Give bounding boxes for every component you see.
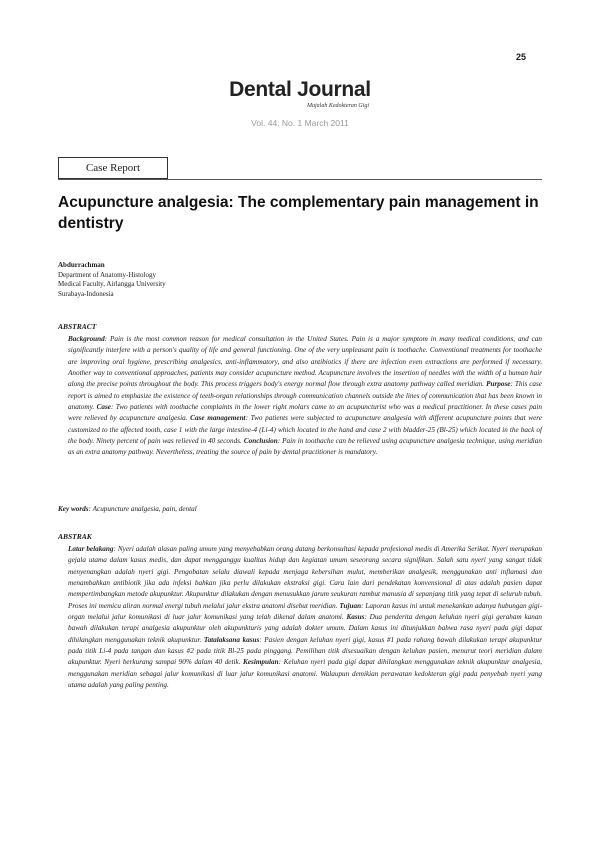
- abstract-background-text: : Pain is the most common reason for medical consultation in the United States. Pain is a major symptom in many medical conditions, and can significantly interfere with a person's quality of life and general functioning. One of the very unpleasant pain is toothache. Conventional treatments for toothache are improving oral hygiene, prescribing analgesics, anti-inflammatory, and also antibiotics if there are infection even extractions are performed if necessary. Another way to conventional approaches, patients may consider acupuncture method. Acupuncture involves the insertion of needles with the width of a human hair along the precise points throughout the body. This process triggers body's energy normal flow through extra anatomy pathway called meridian.: [68, 335, 542, 389]
- abstract-conclusion-label: Conclusion: [243, 437, 278, 446]
- abstract-management-label: Case management: [190, 414, 246, 423]
- page-number: 25: [515, 52, 526, 62]
- abstrak-tujuan-text: : Laporan kasus ini untuk menekankan adanya hubungan gigi-organ melalui jalur komunikasi di luar jalur komunikasi yang telah dikenal dalam anatomi.: [68, 601, 543, 622]
- journal-title: Dental Journal: [229, 78, 371, 101]
- abstract-case-label: Case: [96, 403, 111, 412]
- abstract-purpose-text: : This case report is aimed to emphasize the existence of teeth-organ relationships through communication channels outside the lines of communication that has been known in anatomy.: [68, 380, 542, 412]
- article-type-label: Case Report: [58, 157, 168, 179]
- abstrak-tatalaksana-text: : Pasien dengan keluhan nyeri gigi, kasus #1 pada rahang bawah dilakukan terapi akupunktur pada titik Li-4 pada tangan dan kasus #2 pada titik Bl-25 pada pinggang. Pemilihan titik disesuaikan dengan keluhan pasien, menurut teori meridian dalam akupunktur. Nyeri berkurang sampai 90% dalam 40 detik.: [68, 635, 543, 667]
- abstract-heading: ABSTRACT: [58, 322, 97, 331]
- abstrak-body: [58, 544, 542, 691]
- article-title: Acupuncture analgesia: The complementary pain management in dentistry: [58, 194, 539, 232]
- author-name: Abdurrachman: [58, 261, 105, 269]
- author-affiliation-line: Medical Faculty, Airlangga University: [58, 280, 166, 288]
- author-affiliation-line: Surabaya-Indonesia: [58, 289, 114, 298]
- abstrak-latar-text: : Nyeri adalah alasan paling umum yang menyebabkan orang datang berkonsultasi kepada profesional medis di Amerika Serikat. Nyeri merupakan gejala utama dalam kasus medis, dan dapat mengganggu kualitas hidup dan kegiatan umum seseorang secara signifikan. Salah satu nyeri yang sangat tidak menyenangkan adalah nyeri gigi. Pengobatan selalu diawali kepada menjaga kebersihan mulut, memberikan analgesik, menggunakan anti inflamasi dan menambahkan antibiotik jika ada infeksi bahkan jika perlu dilakukan ekstraksi gigi. Cara lain dari pendekatan konvensional di atas adalah pasien dapat mempertimbangkan metode akupunktur. Akupunktur dilakukan dengan menusukkan jarum seukuran rambut manusia di sepanjang titik yang tepat di seluruh tubuh. Proses ini memicu aliran normal energi tubuh melalui jalur ekstra anatomi disebut meridian.: [68, 545, 542, 610]
- abstract-body: [58, 334, 542, 459]
- abstrak-heading: ABSTRAK: [58, 532, 92, 541]
- abstrak-tatalaksana-label: Tatalaksana kasus: [203, 635, 260, 644]
- journal-volume: Vol. 44. No. 1 March 2011: [251, 118, 349, 128]
- abstrak-kasus-text: : Dua penderita dengan keluhan nyeri gigi geraham kanan bawah dilakukan terapi analgesia akupunktur oleh akupunkturis yang adalah dokter umum. Dalam kasus ini ditunjukkan bahwa rasa nyeri pada gigi dapat dihilangkan menggunakan teknik akupunktur.: [68, 613, 543, 644]
- abstrak-simpulan-label: Kesimpulan: [243, 658, 279, 667]
- keywords-text: : Acupuncture analgesia, pain, dental: [88, 505, 197, 513]
- journal-subtitle: Majalah Kedokteran Gigi: [307, 103, 369, 109]
- abstrak-simpulan-text: : Keluhan nyeri pada gigi dapat dihilangkan menggunakan teknik akupunktur analgesia, menggunakan meridian sebagai jalur komunikasi di luar jalur komunikasi anatomi. Walaupun demikian perawatan kedokteran gigi pada penyebab nyeri yang utama adalah yang paling penting.: [68, 658, 543, 690]
- abstract-background-label: Background: [68, 335, 105, 343]
- abstract-purpose-label: Purpose: [486, 380, 511, 389]
- abstract-conclusion-text: : Pain in toothache can be relieved using acupuncture analgesia technique, using meridian as an extra anatomy pathway. Nevertheless, treating the source of pain by dental practitioner is mandatory.: [68, 437, 542, 457]
- author-block: [58, 261, 166, 299]
- abstrak-kasus-label: Kasus: [346, 613, 365, 622]
- keywords: [58, 505, 197, 513]
- abstrak-tujuan-label: Tujuan: [339, 601, 362, 610]
- abstract-case-text: : Two patients with toothache complaints in the lower right molars came to an acupuncturist who was a medical practitioner. In these cases pain were relieved by acupuncture analgesia.: [68, 403, 542, 423]
- abstrak-latar-label: Latar belakang: [68, 545, 114, 553]
- keywords-label: Key words: [58, 505, 89, 513]
- abstract-management-text: : Two patients were subjected to acupuncture analgesia with different acupuncture points that were customized to the affected tooth, case 1 with the large intestine-4 (Li-4) which located in the hand and case 2 with bladder-25 (Bl-25) which located in the back of the body. Ninety percent of pain was relieved in 40 seconds.: [68, 414, 542, 446]
- author-affiliation-line: Department of Anatomy-Histology: [58, 270, 156, 279]
- header-divider: [58, 179, 542, 180]
